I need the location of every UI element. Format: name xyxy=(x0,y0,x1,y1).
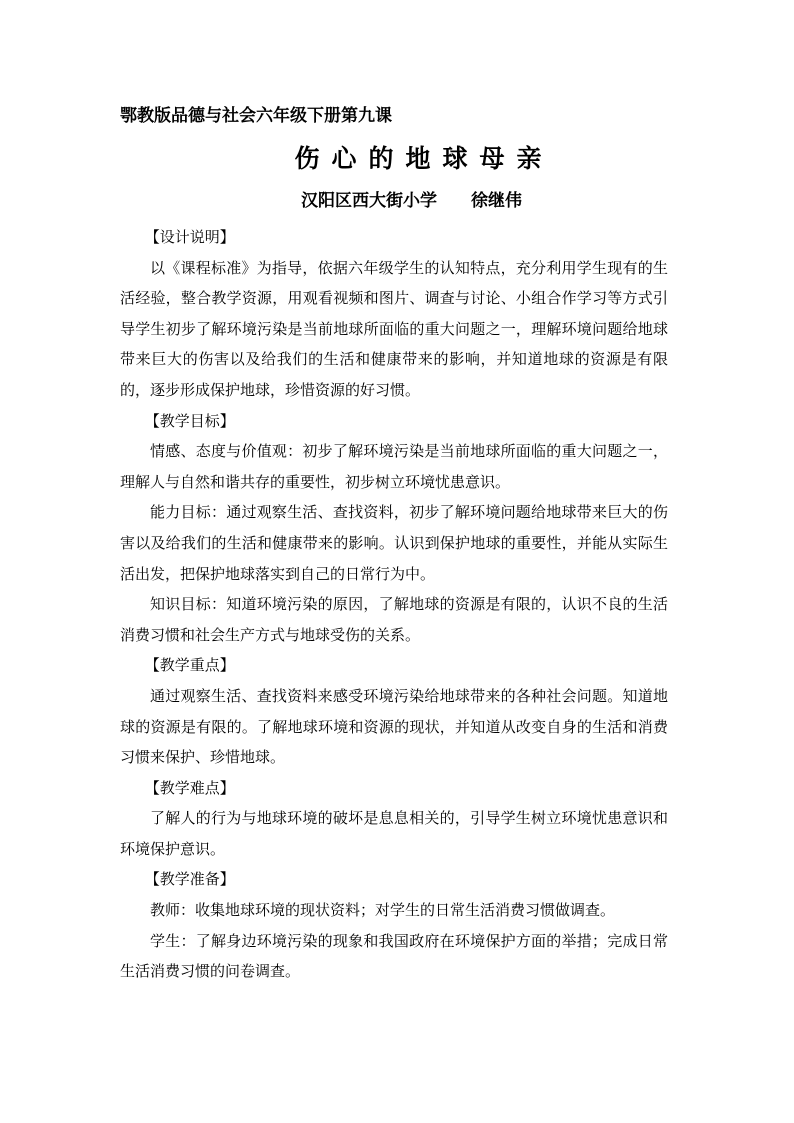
prep-heading: 【教学准备】 xyxy=(144,870,235,889)
focus-heading: 【教学重点】 xyxy=(144,656,235,675)
document-body xyxy=(120,222,668,987)
goals-knowledge-text: 知识目标：知道环境污染的原因，了解地球的资源是有限的，认识不良的生活消费习惯和社会生产方式与地球受伤的关系。 xyxy=(120,595,668,644)
difficulty-heading: 【教学难点】 xyxy=(144,778,235,797)
page-title: 伤心的地球母亲 xyxy=(294,144,554,173)
author-line xyxy=(301,190,522,212)
goals-ability-text: 能力目标：通过观察生活、查找资料，初步了解环境问题给地球带来巨大的伤害以及给我们的生活和健康带来的影响。认识到保护地球的重要性，并能从实际生活出发，把保护地球落实到自己的日常行为中。 xyxy=(120,503,668,583)
focus-text: 通过观察生活、查找资料来感受环境污染给地球带来的各种社会问题。知道地球的资源是有限的。了解地球环境和资源的现状，并知道从改变自身的生活和消费习惯来保护、珍惜地球。 xyxy=(120,686,668,767)
design-heading: 【设计说明】 xyxy=(144,228,235,246)
design-text: 以《课程标准》为指导，依据六年级学生的认知特点，充分利用学生现有的生活经验，整合教学资源，用观看视频和图片、调查与讨论、小组合作学习等方式引导学生初步了解环境污染是当前地球所面临的重大问题之一，理解环境问题给地球带来巨大的伤害以及给我们的生活和健康带来的影响，并知道地球的资源是有限的，逐步形成保护地球，珍惜资源的好习惯。 xyxy=(120,258,668,399)
goals-emotion-text: 情感、态度与价值观：初步了解环境污染是当前地球所面临的重大问题之一，理解人与自然和谐共存的重要性，初步树立环境忧患意识。 xyxy=(120,442,668,491)
author-school: 汉阳区西大街小学 xyxy=(301,191,437,211)
difficulty-text: 了解人的行为与地球环境的破坏是息息相关的，引导学生树立环境忧患意识和环境保护意识。 xyxy=(120,809,668,858)
prep-teacher-text: 教师：收集地球环境的现状资料；对学生的日常生活消费习惯做调查。 xyxy=(150,901,616,920)
prep-student-text: 学生：了解身边环境污染的现象和我国政府在环境保护方面的举措；完成日常生活消费习惯的问卷调查。 xyxy=(120,931,668,981)
author-name: 徐继伟 xyxy=(471,191,522,211)
goals-heading: 【教学目标】 xyxy=(144,411,235,430)
series-title: 鄂教版品德与社会六年级下册第九课 xyxy=(120,106,392,126)
